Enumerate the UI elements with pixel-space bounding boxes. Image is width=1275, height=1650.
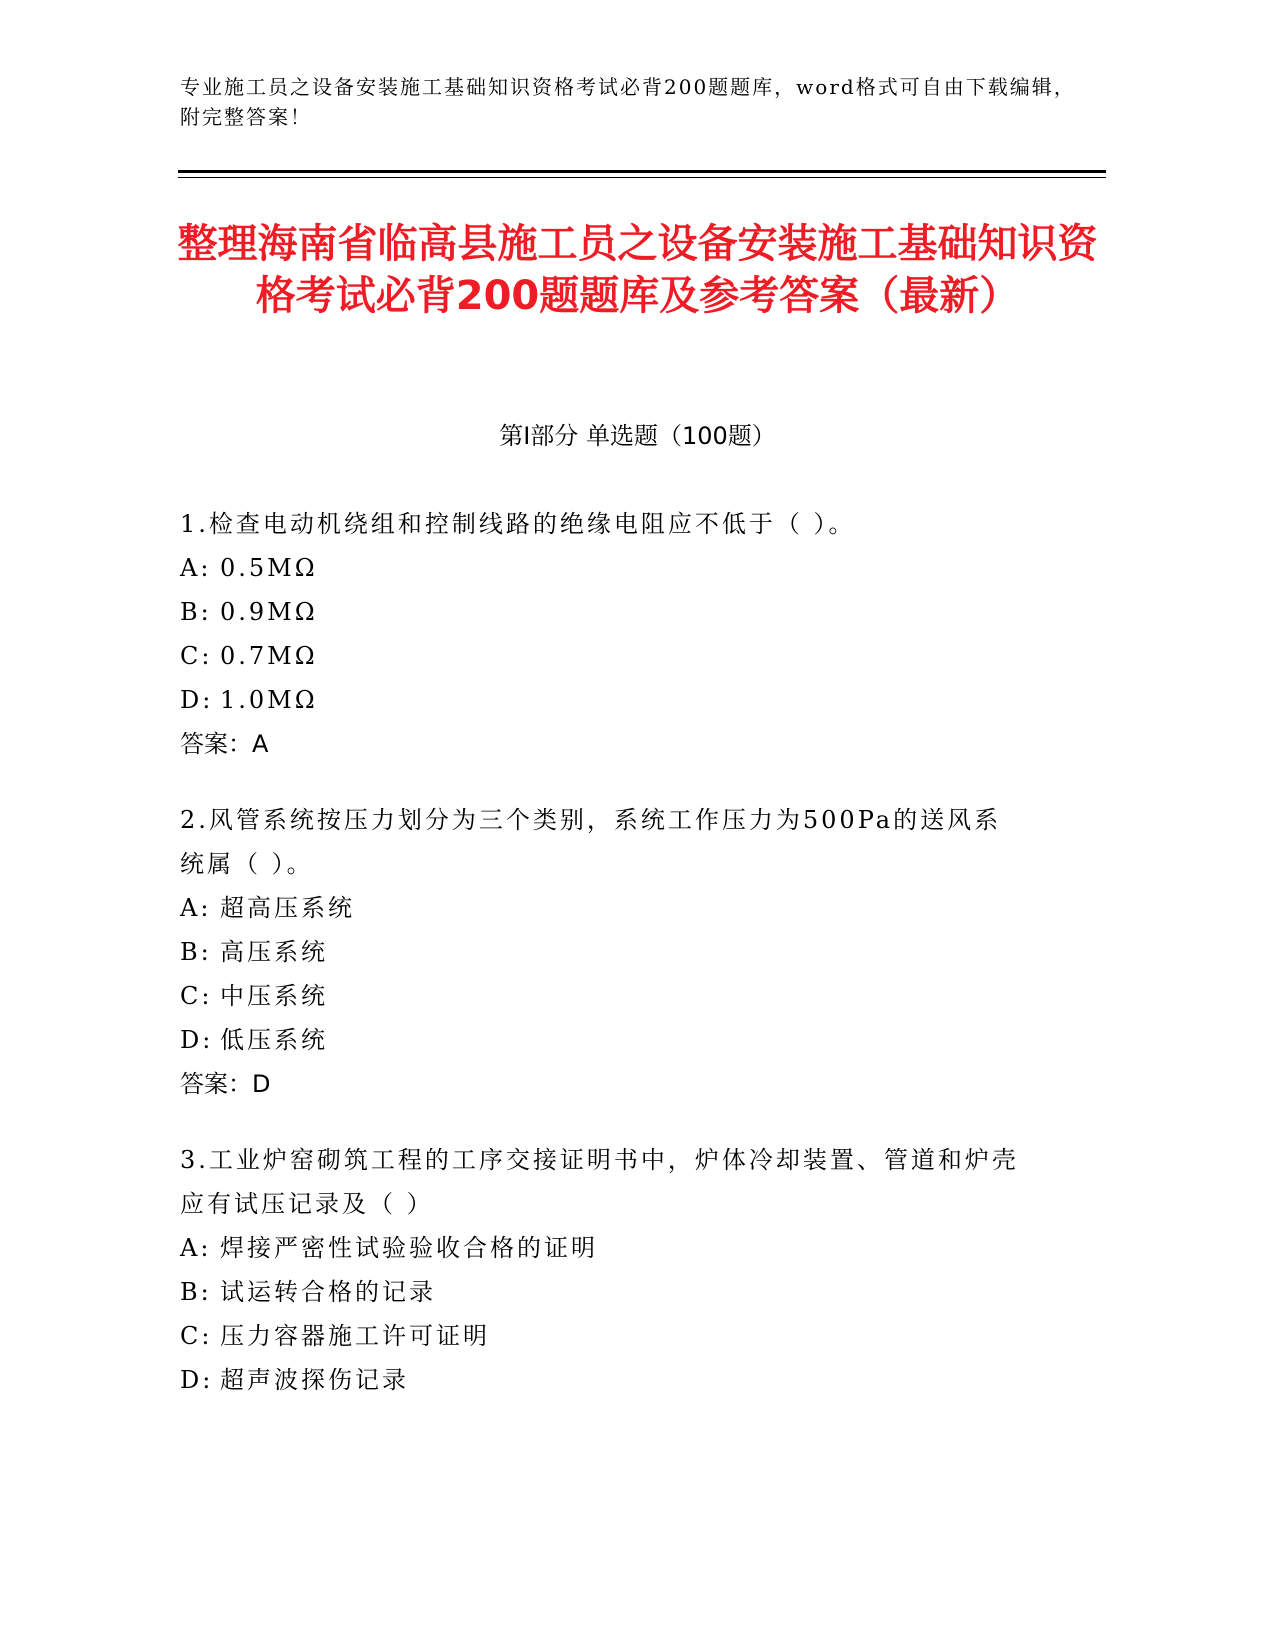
question-1 — [180, 502, 1020, 766]
option-text: 中压系统 — [220, 982, 328, 1010]
option-letter: A: — [180, 554, 212, 582]
option-letter: D: — [180, 1026, 214, 1054]
question-3-option-d — [180, 1358, 1020, 1402]
question-1-option-d — [180, 678, 1020, 722]
option-text: 0.7MΩ — [220, 642, 318, 670]
option-letter: B: — [180, 938, 212, 966]
option-text: 0.5MΩ — [220, 554, 318, 582]
question-3-text: 3.工业炉窑砌筑工程的工序交接证明书中，炉体冷却装置、管道和炉壳应有试压记录及（ ） — [180, 1146, 1019, 1218]
question-2-text: 2.风管系统按压力划分为三个类别，系统工作压力为500Pa的送风系统属（ ）。 — [180, 806, 1002, 878]
question-list — [180, 502, 1020, 1434]
option-text: 超高压系统 — [220, 894, 355, 922]
question-2 — [180, 798, 1020, 1106]
question-2-option-c — [180, 974, 1020, 1018]
question-2-option-a — [180, 886, 1020, 930]
option-letter: C: — [180, 1322, 213, 1350]
question-3-option-a — [180, 1226, 1020, 1270]
option-letter: D: — [180, 1366, 214, 1394]
question-1-option-c — [180, 634, 1020, 678]
option-letter: D: — [180, 686, 214, 714]
option-letter: B: — [180, 1278, 212, 1306]
question-3-option-b — [180, 1270, 1020, 1314]
option-text: 低压系统 — [220, 1026, 328, 1054]
section-heading: 第Ⅰ部分 单选题（100题） — [499, 422, 776, 450]
option-letter: C: — [180, 982, 213, 1010]
question-1-option-b — [180, 590, 1020, 634]
question-1-answer: 答案：A — [180, 730, 269, 758]
option-text: 高压系统 — [220, 938, 328, 966]
option-text: 1.0MΩ — [220, 686, 318, 714]
option-text: 焊接严密性试验验收合格的证明 — [220, 1234, 598, 1262]
question-2-option-b — [180, 930, 1020, 974]
question-1-option-a — [180, 546, 1020, 590]
question-2-option-d — [180, 1018, 1020, 1062]
option-letter: A: — [180, 1234, 212, 1262]
option-letter: B: — [180, 598, 212, 626]
option-letter: A: — [180, 894, 212, 922]
option-text: 0.9MΩ — [220, 598, 318, 626]
option-text: 试运转合格的记录 — [220, 1278, 436, 1306]
option-text: 超声波探伤记录 — [220, 1366, 409, 1394]
question-1-text: 1.检查电动机绕组和控制线路的绝缘电阻应不低于（ ）。 — [180, 510, 856, 538]
question-2-answer: 答案：D — [180, 1070, 271, 1098]
question-3-option-c — [180, 1314, 1020, 1358]
question-3 — [180, 1138, 1020, 1402]
header-note: 专业施工员之设备安装施工基础知识资格考试必背200题题库，word格式可自由下载编辑，附完整答案！ — [180, 75, 1076, 129]
document-title: 整理海南省临高县施工员之设备安装施工基础知识资格考试必背200题题库及参考答案（最新） — [177, 221, 1098, 319]
option-letter: C: — [180, 642, 213, 670]
option-text: 压力容器施工许可证明 — [220, 1322, 490, 1350]
header-rule-thick — [178, 170, 1106, 173]
header-rule-thin — [178, 177, 1106, 178]
